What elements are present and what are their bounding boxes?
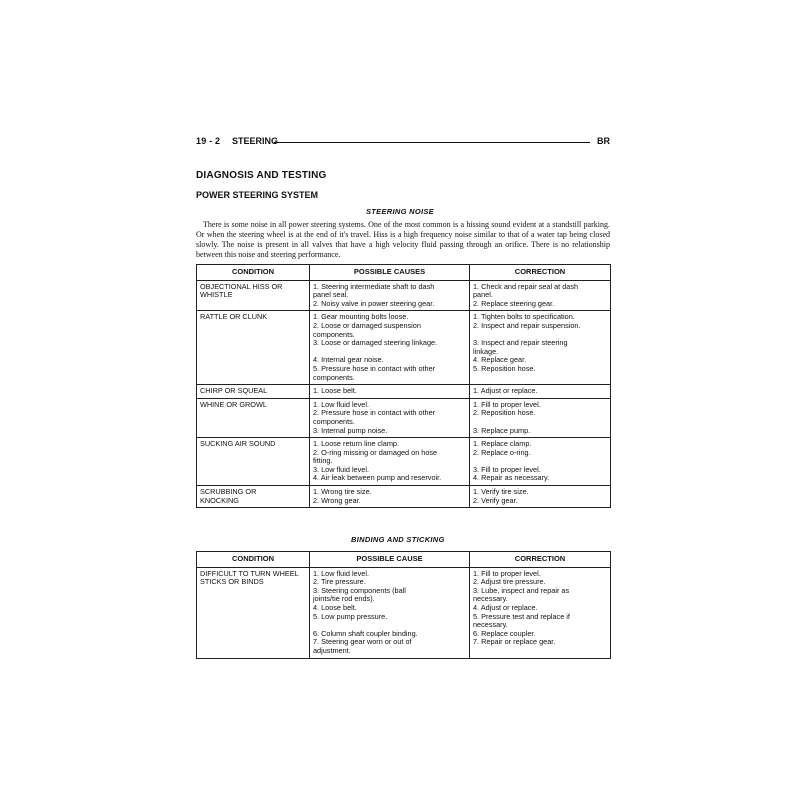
cell-line: adjustment. <box>313 645 351 655</box>
cell-line: 2. O-ring missing or damaged on hose <box>313 447 438 457</box>
cell-line: 4. Replace gear. <box>473 355 527 365</box>
header-rule <box>274 142 590 143</box>
correction-cell <box>470 567 611 658</box>
cell-line: 7. Steering gear worn or out of <box>313 637 412 647</box>
cell-line: linkage. <box>473 346 499 356</box>
table-header-row <box>197 265 611 281</box>
cell-line: 3. Internal pump noise. <box>313 425 388 435</box>
cell-line: SCRUBBING OR <box>200 487 257 497</box>
manual-page <box>196 136 610 655</box>
header-condition: CONDITION <box>197 265 310 281</box>
cell-line: 2. Replace o-ring. <box>473 447 531 457</box>
cell-line: components. <box>313 372 355 382</box>
causes-cell <box>310 398 470 437</box>
causes-cell <box>310 567 470 658</box>
cell-line: 1. Replace clamp. <box>473 439 532 449</box>
cell-line: 1. Wrong tire size. <box>313 487 372 497</box>
model-code: BR <box>597 136 610 146</box>
cell-line: OBJECTIONAL HISS OR <box>200 281 283 291</box>
correction-cell <box>470 311 611 385</box>
cell-line: 1. Tighten bolts to specification. <box>473 312 575 322</box>
cell-line: 4. Repair as necessary. <box>473 473 550 483</box>
cell-line: necessary. <box>473 594 508 604</box>
heading-steering-noise: STEERING NOISE <box>366 207 434 216</box>
cell-line: 1. Check and repair seal at dash <box>473 281 579 291</box>
table-header-row <box>197 552 611 568</box>
cell-line: 7. Repair or replace gear. <box>473 637 556 647</box>
correction-cell <box>470 385 611 399</box>
cell-line: 5. Pressure hose in contact with other <box>313 363 436 373</box>
binding-sticking-table <box>196 551 611 659</box>
causes-cell <box>310 438 470 486</box>
cell-line: STICKS OR BINDS <box>200 577 264 587</box>
correction-cell <box>470 398 611 437</box>
table-row <box>197 567 611 658</box>
cell-line: 3. Steering components (ball <box>313 585 406 595</box>
cell-line: RATTLE OR CLUNK <box>200 312 268 322</box>
cell-line: 2. Pressure hose in contact with other <box>313 408 436 418</box>
heading-binding-sticking: BINDING AND STICKING <box>351 535 445 544</box>
header-correction: CORRECTION <box>470 552 611 568</box>
cell-line: 5. Low pump pressure. <box>313 611 388 621</box>
cell-line: 2. Adjust tire pressure. <box>473 577 546 587</box>
correction-cell <box>470 486 611 508</box>
cell-line: 1. Low fluid level. <box>313 568 369 578</box>
cell-line: 4. Loose belt. <box>313 602 357 612</box>
cell-line: 2. Loose or damaged suspension <box>313 320 421 330</box>
cell-line: CHIRP OR SQUEAL <box>200 386 268 396</box>
heading-diagnosis: DIAGNOSIS AND TESTING <box>196 170 327 181</box>
condition-cell <box>197 398 310 437</box>
cell-line: 3. Fill to proper level. <box>473 464 541 474</box>
condition-cell <box>197 486 310 508</box>
header-causes: POSSIBLE CAUSES <box>310 265 470 281</box>
cell-line: 6. Column shaft coupler binding. <box>313 628 418 638</box>
steering-noise-paragraph: There is some noise in all power steering systems. One of the most common is a hissing sound evident at a standstill parking. Or when the steering wheel is at the end of it's travel. Hiss is a high frequency noise similar to that of a water tap being closed slowly. The noise is present in all valves that have a high velocity fluid passing through an orifice. There is no relationship between this noise and steering performance. <box>196 220 610 259</box>
cell-line: 3. Lube, inspect and repair as <box>473 585 570 595</box>
cell-line: fitting. <box>313 456 333 466</box>
cell-line: 1. Adjust or replace. <box>473 386 538 396</box>
table-row <box>197 311 611 385</box>
page-header <box>196 136 610 150</box>
cell-line: 1. Fill to proper level. <box>473 568 541 578</box>
condition-cell <box>197 438 310 486</box>
cell-line: 4. Air leak between pump and reservoir. <box>313 473 442 483</box>
cell-line: 4. Internal gear noise. <box>313 355 384 365</box>
cell-line: KNOCKING <box>200 495 239 505</box>
cell-line: panel seal. <box>313 290 349 300</box>
table-row <box>197 486 611 508</box>
cell-line: 3. Loose or damaged steering linkage. <box>313 338 438 348</box>
page-number: 19 - 2 <box>196 136 221 146</box>
cell-line: 1. Verify tire size. <box>473 487 529 497</box>
cell-line: panel. <box>473 290 493 300</box>
causes-cell <box>310 385 470 399</box>
cell-line: 2. Noisy valve in power steering gear. <box>313 298 435 308</box>
cell-line: WHISTLE <box>200 290 233 300</box>
cell-line: DIFFICULT TO TURN WHEEL <box>200 568 299 578</box>
cell-line: 5. Reposition hose. <box>473 363 536 373</box>
table-row <box>197 438 611 486</box>
causes-cell <box>310 280 470 311</box>
header-correction: CORRECTION <box>470 265 611 281</box>
cell-line: 2. Inspect and repair suspension. <box>473 320 581 330</box>
cell-line: 1. Loose return line clamp. <box>313 439 399 449</box>
line-spacer <box>473 374 607 383</box>
causes-cell <box>310 486 470 508</box>
cell-line: 4. Adjust or replace. <box>473 602 538 612</box>
condition-cell <box>197 311 310 385</box>
table-row <box>197 385 611 399</box>
cell-line: 2. Reposition hose. <box>473 408 536 418</box>
cell-line: 3. Low fluid level. <box>313 464 369 474</box>
cell-line: 2. Replace steering gear. <box>473 298 555 308</box>
cell-line: SUCKING AIR SOUND <box>200 439 276 449</box>
cell-line: 1. Loose belt. <box>313 386 357 396</box>
section-name: STEERING <box>232 136 279 146</box>
condition-cell <box>197 385 310 399</box>
cell-line: components. <box>313 416 355 426</box>
cell-line: 2. Verify gear. <box>473 495 518 505</box>
cell-line: 3. Replace pump. <box>473 425 531 435</box>
steering-noise-table <box>196 264 611 508</box>
cell-line: components. <box>313 329 355 339</box>
cell-line: joints/tie rod ends). <box>313 594 375 604</box>
table-row <box>197 398 611 437</box>
cell-line: 3. Inspect and repair steering <box>473 338 568 348</box>
cell-line: 6. Replace coupler. <box>473 628 536 638</box>
cell-line: necessary. <box>473 620 508 630</box>
header-condition: CONDITION <box>197 552 310 568</box>
cell-line: WHINE OR GROWL <box>200 399 267 409</box>
table-row <box>197 280 611 311</box>
correction-cell <box>470 438 611 486</box>
cell-line: 5. Pressure test and replace if <box>473 611 570 621</box>
cell-line: 1. Fill to proper level. <box>473 399 541 409</box>
condition-cell <box>197 567 310 658</box>
cell-line: 2. Tire pressure. <box>313 577 366 587</box>
cell-line: 1. Steering intermediate shaft to dash <box>313 281 435 291</box>
heading-power-steering: POWER STEERING SYSTEM <box>196 190 319 200</box>
cell-line: 2. Wrong gear. <box>313 495 361 505</box>
causes-cell <box>310 311 470 385</box>
condition-cell <box>197 280 310 311</box>
cell-line: 1. Low fluid level. <box>313 399 369 409</box>
cell-line: 1. Gear mounting bolts loose. <box>313 312 409 322</box>
correction-cell <box>470 280 611 311</box>
line-spacer <box>473 647 607 656</box>
header-cause: POSSIBLE CAUSE <box>310 552 470 568</box>
